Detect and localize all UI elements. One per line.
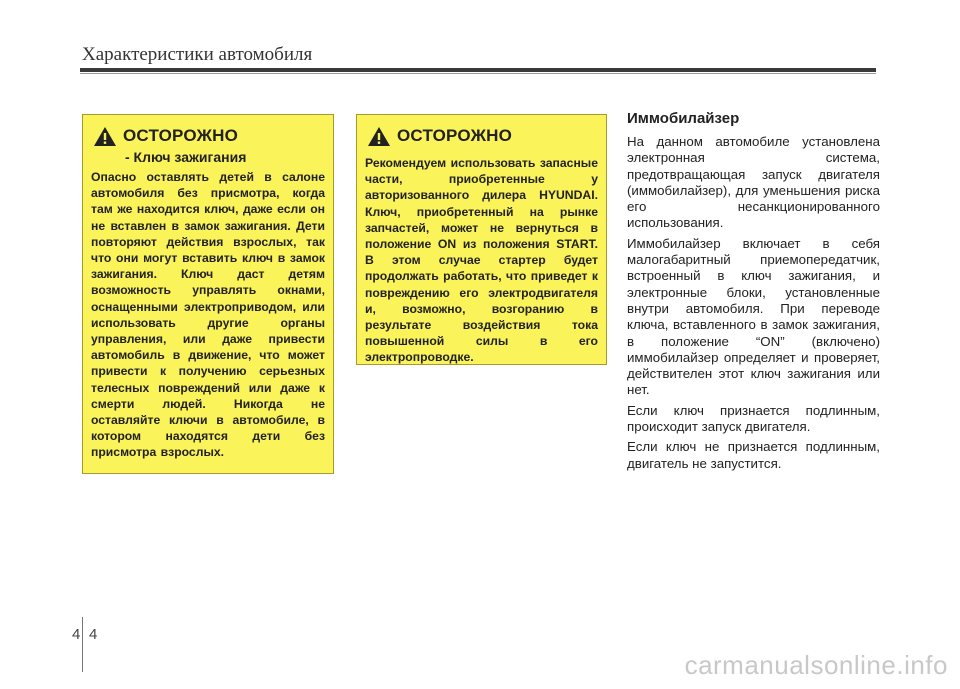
paragraph: Иммобилайзер включает в себя малогабаритный приемопередатчик, встроенный в ключ зажигания, и электронные блоки, установленные внутри автомобиля. При переводе ключа, вставленного в замок зажигания, в положение “ON” (включено) иммобилайзер определяет и проверяет, действителен этот ключ зажигания или нет. bbox=[627, 235, 880, 398]
immobilizer-section bbox=[627, 110, 880, 476]
footer-divider bbox=[82, 617, 83, 672]
warning-subheading: - Ключ зажигания bbox=[125, 149, 247, 165]
warning-heading: ОСТОРОЖНО bbox=[397, 126, 513, 145]
warning-box-spare-parts bbox=[356, 114, 607, 365]
watermark: carmanualsonline.info bbox=[684, 650, 948, 680]
section-number: 4 bbox=[72, 626, 81, 643]
warning-triangle-icon bbox=[367, 126, 391, 147]
warning-text: Опасно оставлять детей в салоне автомобиля без присмотра, когда там же находится ключ, даже если он не вставлен в замок зажигания. Дети повторяют действия взрослых, так что они могут вставить ключ в замок зажигания. Ключ даст детям возможность управлять окнами, оснащенными электроприводом, или использовать другие органы управления, или даже привести автомобиль в движение, что может привести к получению серьезных телесных повреждений или даже к смерти людей. Никогда не оставляйте ключи в автомобиле, в котором находятся дети без присмотра взрослых. bbox=[91, 170, 325, 460]
warning-box-ignition-key bbox=[82, 114, 334, 474]
warning-header bbox=[93, 125, 325, 147]
warning-text: Рекомендуем использовать запасные части, приобретенные у авторизованного дилера HYUNDAI. Ключ, приобретенный на рынке запчастей, может не вернуться в положение ON из положения START. В этом случае стартер будет продолжать работать, что приведет к повреждению его электродвигателя и, возможно, возгоранию в результате воздействия тока повышенной силы в его электропроводке. bbox=[365, 156, 598, 365]
header-rule bbox=[80, 68, 876, 72]
page-number: 4 bbox=[89, 626, 98, 643]
warning-heading: ОСТОРОЖНО bbox=[123, 126, 239, 145]
paragraph: Если ключ признается подлинным, происходит запуск двигателя. bbox=[627, 402, 880, 435]
warning-header bbox=[367, 125, 598, 147]
header-rule-thin bbox=[80, 73, 876, 74]
page-header-title: Характеристики автомобиля bbox=[82, 44, 313, 65]
warning-triangle-icon bbox=[93, 126, 117, 147]
section-title: Иммобилайзер bbox=[627, 110, 740, 127]
paragraph: Если ключ не признается подлинным, двигатель не запустится. bbox=[627, 439, 880, 471]
paragraph: На данном автомобиле установлена электронная система, предотвращающая запуск двигателя (иммобилайзер), для уменьшения риска его несанкционированного использования. bbox=[627, 134, 880, 231]
